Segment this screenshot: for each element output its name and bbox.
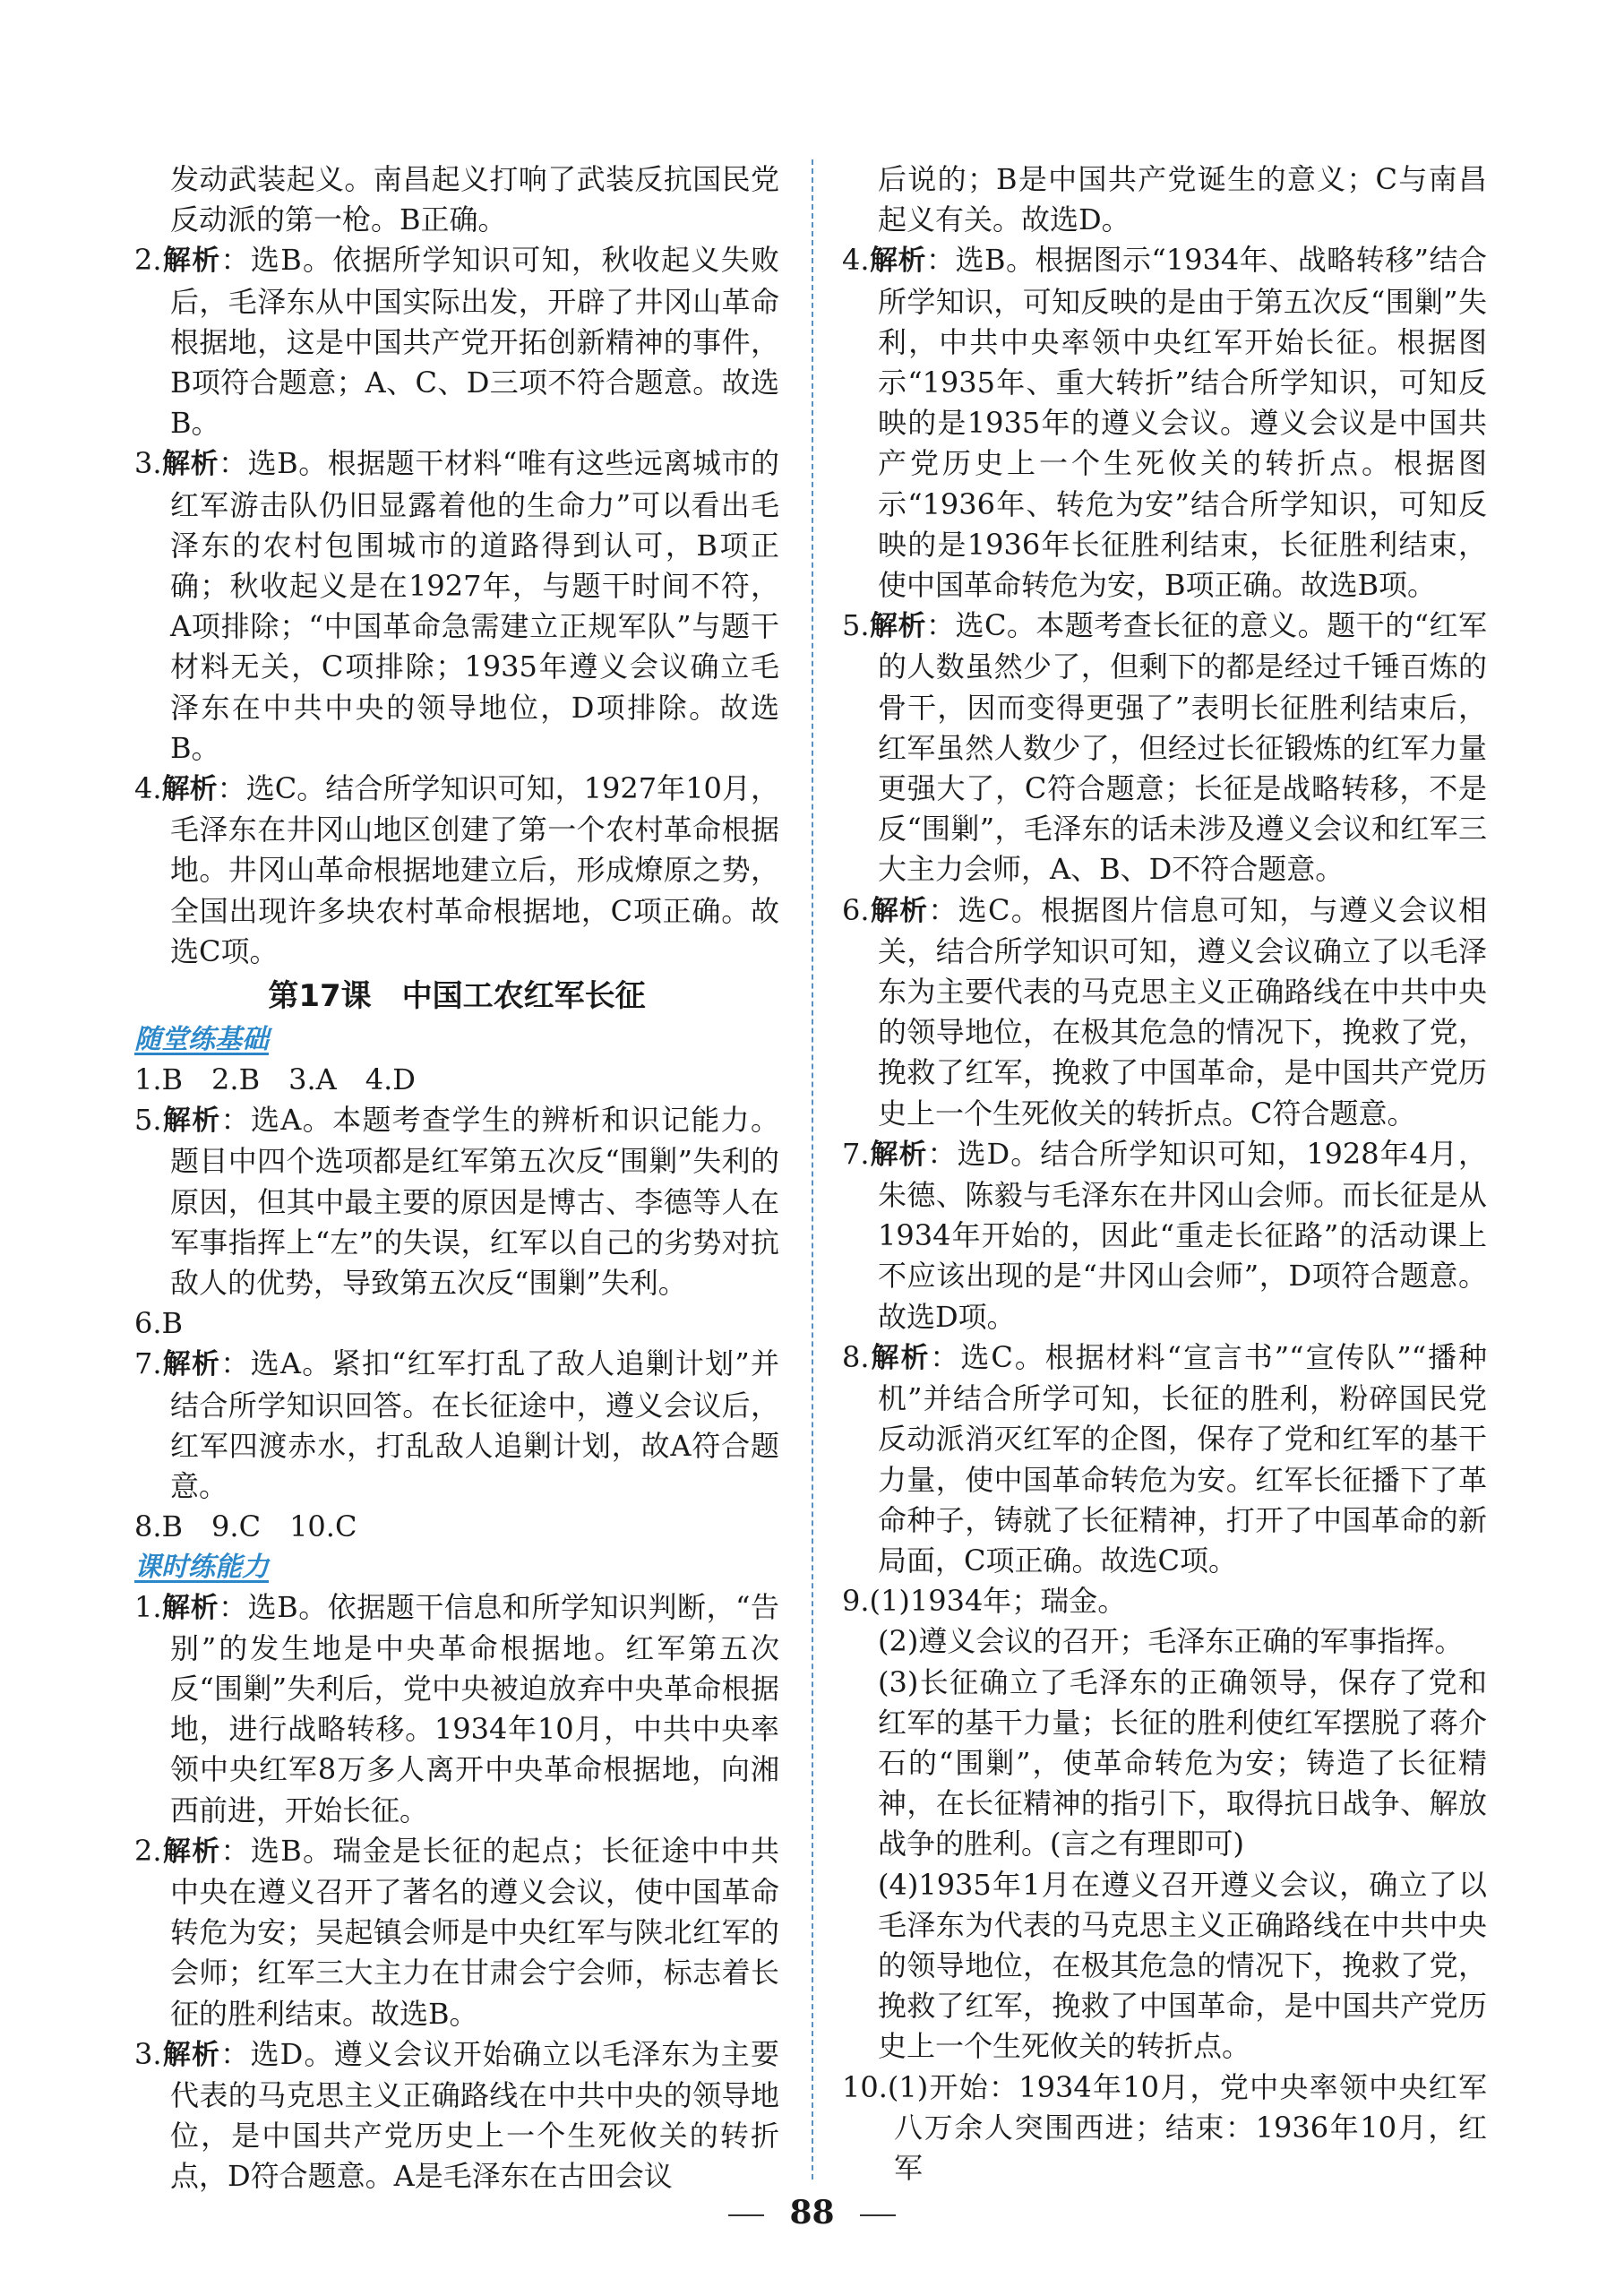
answer-10-part-1: 10.(1)开始：1934年10月，党中央率领中央红军八万余人突围西进；结束：1936年10月，红军	[842, 2069, 1487, 2185]
analysis-label: 解析	[161, 1105, 221, 1138]
answer-item-5: 5.解析：选C。本题考查长征的意义。题干的“红军的人数虽然少了，但剩下的都是经过千锤百炼的骨干，因而变得更强了”表明长征胜利结束后，红军虽然人数少了，但经过长征锻炼的红军力量更强大了，C符合题意；长征是战略转移，不是反“围剿”，毛泽东的话未涉及遵义会议和红军三大主力会师，A、B、D不符合题意。	[842, 608, 1487, 887]
paragraph-continuation: 后说的；B是中国共产党诞生的意义；C与南昌起义有关。故选D。	[878, 162, 1487, 237]
answer-item-7: 7.解析：选A。紧扣“红军打乱了敌人追剿计划”并结合所学知识回答。在长征途中，遵义会议后，红军四渡赤水，打乱敌人追剿计划，故A符合题意。	[134, 1346, 779, 1504]
analysis-label: 解析	[869, 1341, 931, 1374]
analysis-label: 解析	[161, 448, 219, 481]
answer-line: 6.B	[134, 1306, 184, 1341]
analysis-label: 解析	[869, 245, 926, 278]
answer-item-2: 2.解析：选B。瑞金是长征的起点；长征途中中共中央在遵义召开了著名的遵义会议，使中国革命转危为安；吴起镇会师是中央红军与陕北红军的会师；红军三大主力在甘肃会宁会师，标志着长征的胜利结束。故选B。	[134, 1833, 779, 2031]
dash-decoration	[728, 2214, 764, 2216]
answer-9-part-2: (2)遵义会议的召开；毛泽东正确的军事指挥。	[878, 1624, 1464, 1659]
answer-item-7: 7.解析：选D。结合所学知识可知，1928年4月，朱德、陈毅与毛泽东在井冈山会师。而长征是从1934年开始的，因此“重走长征路”的活动课上不应该出现的是“井冈山会师”，D项符合题意。故选D项。	[842, 1136, 1487, 1334]
answer-9-part-3: (3)长征确立了毛泽东的正确领导，保存了党和红军的基干力量；长征的胜利使红军摆脱了蒋介石的“围剿”，使革命转危为安；铸造了长征精神，在长征精神的指引下，取得抗日战争、解放战争的胜利。(言之有理即可)	[878, 1664, 1487, 1861]
answer-item-5: 5.解析：选A。本题考查学生的辨析和识记能力。题目中四个选项都是红军第五次反“围剿”失利的原因，但其中最主要的原因是博古、李德等人在军事指挥上“左”的失误，红军以自己的劣势对抗敌人的优势，导致第五次反“围剿”失利。	[134, 1103, 779, 1301]
answer-item-4: 4.解析：选C。结合所学知识可知，1927年10月，毛泽东在井冈山地区创建了第一个农村革命根据地。井冈山革命根据地建立后，形成燎原之势，全国出现许多块农村革命根据地，C项正确。故选C项。	[134, 771, 779, 968]
analysis-label: 解析	[161, 773, 218, 806]
answer-item-2: 2.解析：选B。依据所学知识可知，秋收起义失败后，毛泽东从中国实际出发，开辟了井冈山革命根据地，这是中国共产党开拓创新精神的事件，B项符合题意；A、C、D三项不符合题意。故选B。	[134, 243, 779, 441]
answer-9-part-4: (4)1935年1月在遵义召开遵义会议，确立了以毛泽东为代表的马克思主义正确路线在中共中央的领导地位，在极其危急的情况下，挽救了党，挽救了红军，挽救了中国革命，是中国共产党历史上一个生死攸关的转折点。	[878, 1867, 1487, 2064]
answer-item-4: 4.解析：选B。根据图示“1934年、战略转移”结合所学知识，可知反映的是由于第五次反“围剿”失利，中共中央率领中央红军开始长征。根据图示“1935年、重大转折”结合所学知识，可知反映的是1935年的遵义会议。遵义会议是中国共产党历史上一个生死攸关的转折点。根据图示“1936年、转危为安”结合所学知识，可知反映的是1936年长征胜利结束，长征胜利结束，使中国革命转危为安，B项正确。故选B项。	[842, 243, 1487, 603]
lesson-heading: 第17课 中国工农红军长征	[268, 978, 646, 1015]
analysis-label: 解析	[161, 1835, 221, 1868]
analysis-label: 解析	[161, 2038, 221, 2071]
section-heading-basic-practice: 随堂练基础	[134, 1024, 269, 1056]
answer-item-6: 6.解析：选C。根据图片信息可知，与遵义会议相关，结合所学知识可知，遵义会议确立了以毛泽东为主要代表的马克思主义正确路线在中共中央的领导地位，在极其危急的情况下，挽救了党，挽救了红军，挽救了中国革命，是中国共产党历史上一个生死攸关的转折点。C符合题意。	[842, 892, 1487, 1131]
answer-item-3: 3.解析：选B。根据题干材料“唯有这些远离城市的红军游击队仍旧显露着他的生命力”可以看出毛泽东的农村包围城市的道路得到认可，B项正确；秋收起义是在1927年，与题干时间不符，A项排除；“中国革命急需建立正规军队”与题干材料无关，C项排除；1935年遵义会议确立毛泽东在中共中央的领导地位，D项排除。故选B。	[134, 446, 780, 765]
answer-9-part-1: 9.(1)1934年；瑞金。	[842, 1584, 1127, 1619]
answer-line: 1.B 2.B 3.A 4.D	[134, 1062, 416, 1097]
analysis-label: 解析	[161, 1591, 219, 1624]
column-divider	[812, 159, 813, 2180]
analysis-label: 解析	[161, 245, 221, 278]
analysis-label: 解析	[869, 894, 929, 927]
paragraph-continuation: 发动武装起义。南昌起义打响了武装反抗国民党反动派的第一枪。B正确。	[170, 162, 779, 237]
answer-item-3: 3.解析：选D。遵义会议开始确立以毛泽东为主要代表的马克思主义正确路线在中共中央的领导地位，是中国共产党历史上一个生死攸关的转折点，D符合题意。A是毛泽东在古田会议	[134, 2036, 779, 2194]
dash-decoration	[860, 2214, 896, 2216]
analysis-label: 解析	[869, 1138, 928, 1171]
answer-line: 8.B 9.C 10.C	[134, 1509, 357, 1544]
left-column	[134, 159, 779, 2197]
analysis-label: 解析	[869, 610, 926, 643]
analysis-label: 解析	[161, 1348, 221, 1381]
answer-item-1: 1.解析：选B。依据题干信息和所学知识判断，“告别”的发生地是中央革命根据地。红军第五次反“围剿”失利后，党中央被迫放弃中央革命根据地，进行战略转移。1934年10月，中共中央率领中央红军8万多人离开中央革命根据地，向湘西前进，开始长征。	[134, 1589, 780, 1827]
answer-item-8: 8.解析：选C。根据材料“宣言书”“宣传队”“播种机”并结合所学可知，长征的胜利，粉碎国民党反动派消灭红军的企图，保存了党和红军的基干力量，使中国革命转危为安。红军长征播下了革命种子，铸就了长征精神，打开了中国革命的新局面，C项正确。故选C项。	[842, 1339, 1487, 1578]
page-number: 88	[0, 2193, 1624, 2232]
section-heading-ability-practice: 课时练能力	[134, 1551, 269, 1583]
right-column	[842, 159, 1487, 2188]
